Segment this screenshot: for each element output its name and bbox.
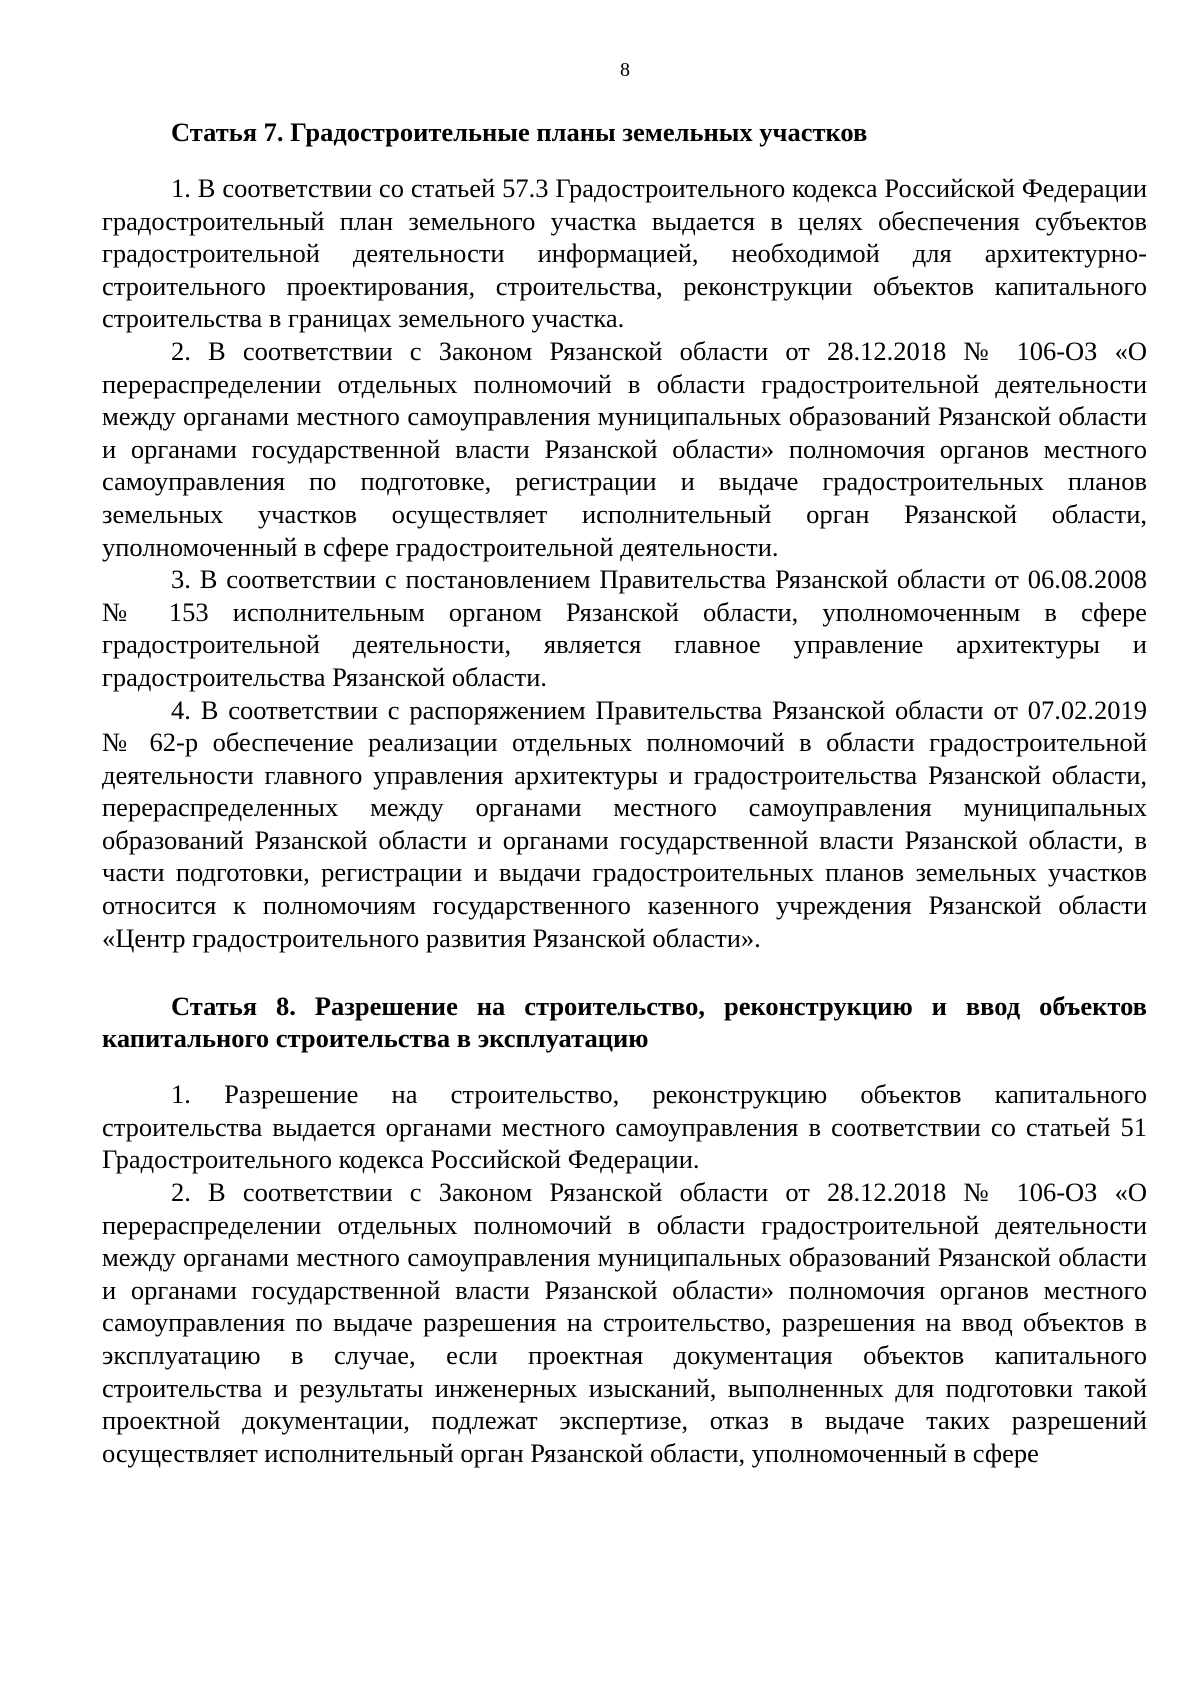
article-7-paragraph-3: 3. В соответствии с постановлением Правительства Рязанской области от 06.08.2008 № 153 исполнительным органом Рязанской области, уполномоченным в сфере градостроительной деятельности, является главное управление архитектуры и градостроительства Рязанской области. [102,564,1147,692]
article-8-paragraph-1: 1. Разрешение на строительство, реконструкцию объектов капитального строительства выдается органами местного самоуправления в соответствии со статьей 51 Градостроительного кодекса Российской Федерации. [102,1079,1147,1175]
article-7-heading: Статья 7. Градостроительные планы земельных участков [171,117,868,147]
page-number: 8 [620,59,630,81]
article-7 [102,116,1147,954]
article-8 [102,990,1147,1469]
article-7-paragraph-4: 4. В соответствии с распоряжением Правительства Рязанской области от 07.02.2019 № 62-р обеспечение реализации отдельных полномочий в области градостроительной деятельности главного управления архитектуры и градостроительства Рязанской области, перераспределенных между органами местного самоуправления муниципальных образований Рязанской области и органами государственной власти Рязанской области, в части подготовки, регистрации и выдачи градостроительных планов земельных участков относится к полномочиям государственного казенного учреждения Рязанской области «Центр градостроительного развития Рязанской области». [102,694,1147,953]
article-7-paragraph-1: 1. В соответствии со статьей 57.3 Градостроительного кодекса Российской Федерации градостроительный план земельного участка выдается в целях обеспечения субъектов градостроительной деятельности информацией, необходимой для архитектурно-строительного проектирования, строительства, реконструкции объектов капитального строительства в границах земельного участка. [102,173,1147,334]
document-body [102,116,1147,1469]
article-8-paragraph-2: 2. В соответствии с Законом Рязанской области от 28.12.2018 № 106-ОЗ «О перераспределении отдельных полномочий в области градостроительной деятельности между органами местного самоуправления муниципальных образований Рязанской области и органами государственной власти Рязанской области» полномочия органов местного самоуправления по выдаче разрешения на строительство, разрешения на ввод объектов в эксплуатацию в случае, если проектная документация объектов капитального строительства и результаты инженерных изысканий, выполненных для подготовки такой проектной документации, подлежат экспертизе, отказ в выдаче таких разрешений осуществляет исполнительный орган Рязанской области, уполномоченный в сфере [102,1177,1147,1468]
article-7-paragraph-2: 2. В соответствии с Законом Рязанской области от 28.12.2018 № 106-ОЗ «О перераспределении отдельных полномочий в области градостроительной деятельности между органами местного самоуправления муниципальных образований Рязанской области и органами государственной власти Рязанской области» полномочия органов местного самоуправления по подготовке, регистрации и выдаче градостроительных планов земельных участков осуществляет исполнительный орган Рязанской области, уполномоченный в сфере градостроительной деятельности. [102,335,1147,562]
article-8-heading: Статья 8. Разрешение на строительство, реконструкцию и ввод объектов капитального строительства в эксплуатацию [102,991,1147,1054]
